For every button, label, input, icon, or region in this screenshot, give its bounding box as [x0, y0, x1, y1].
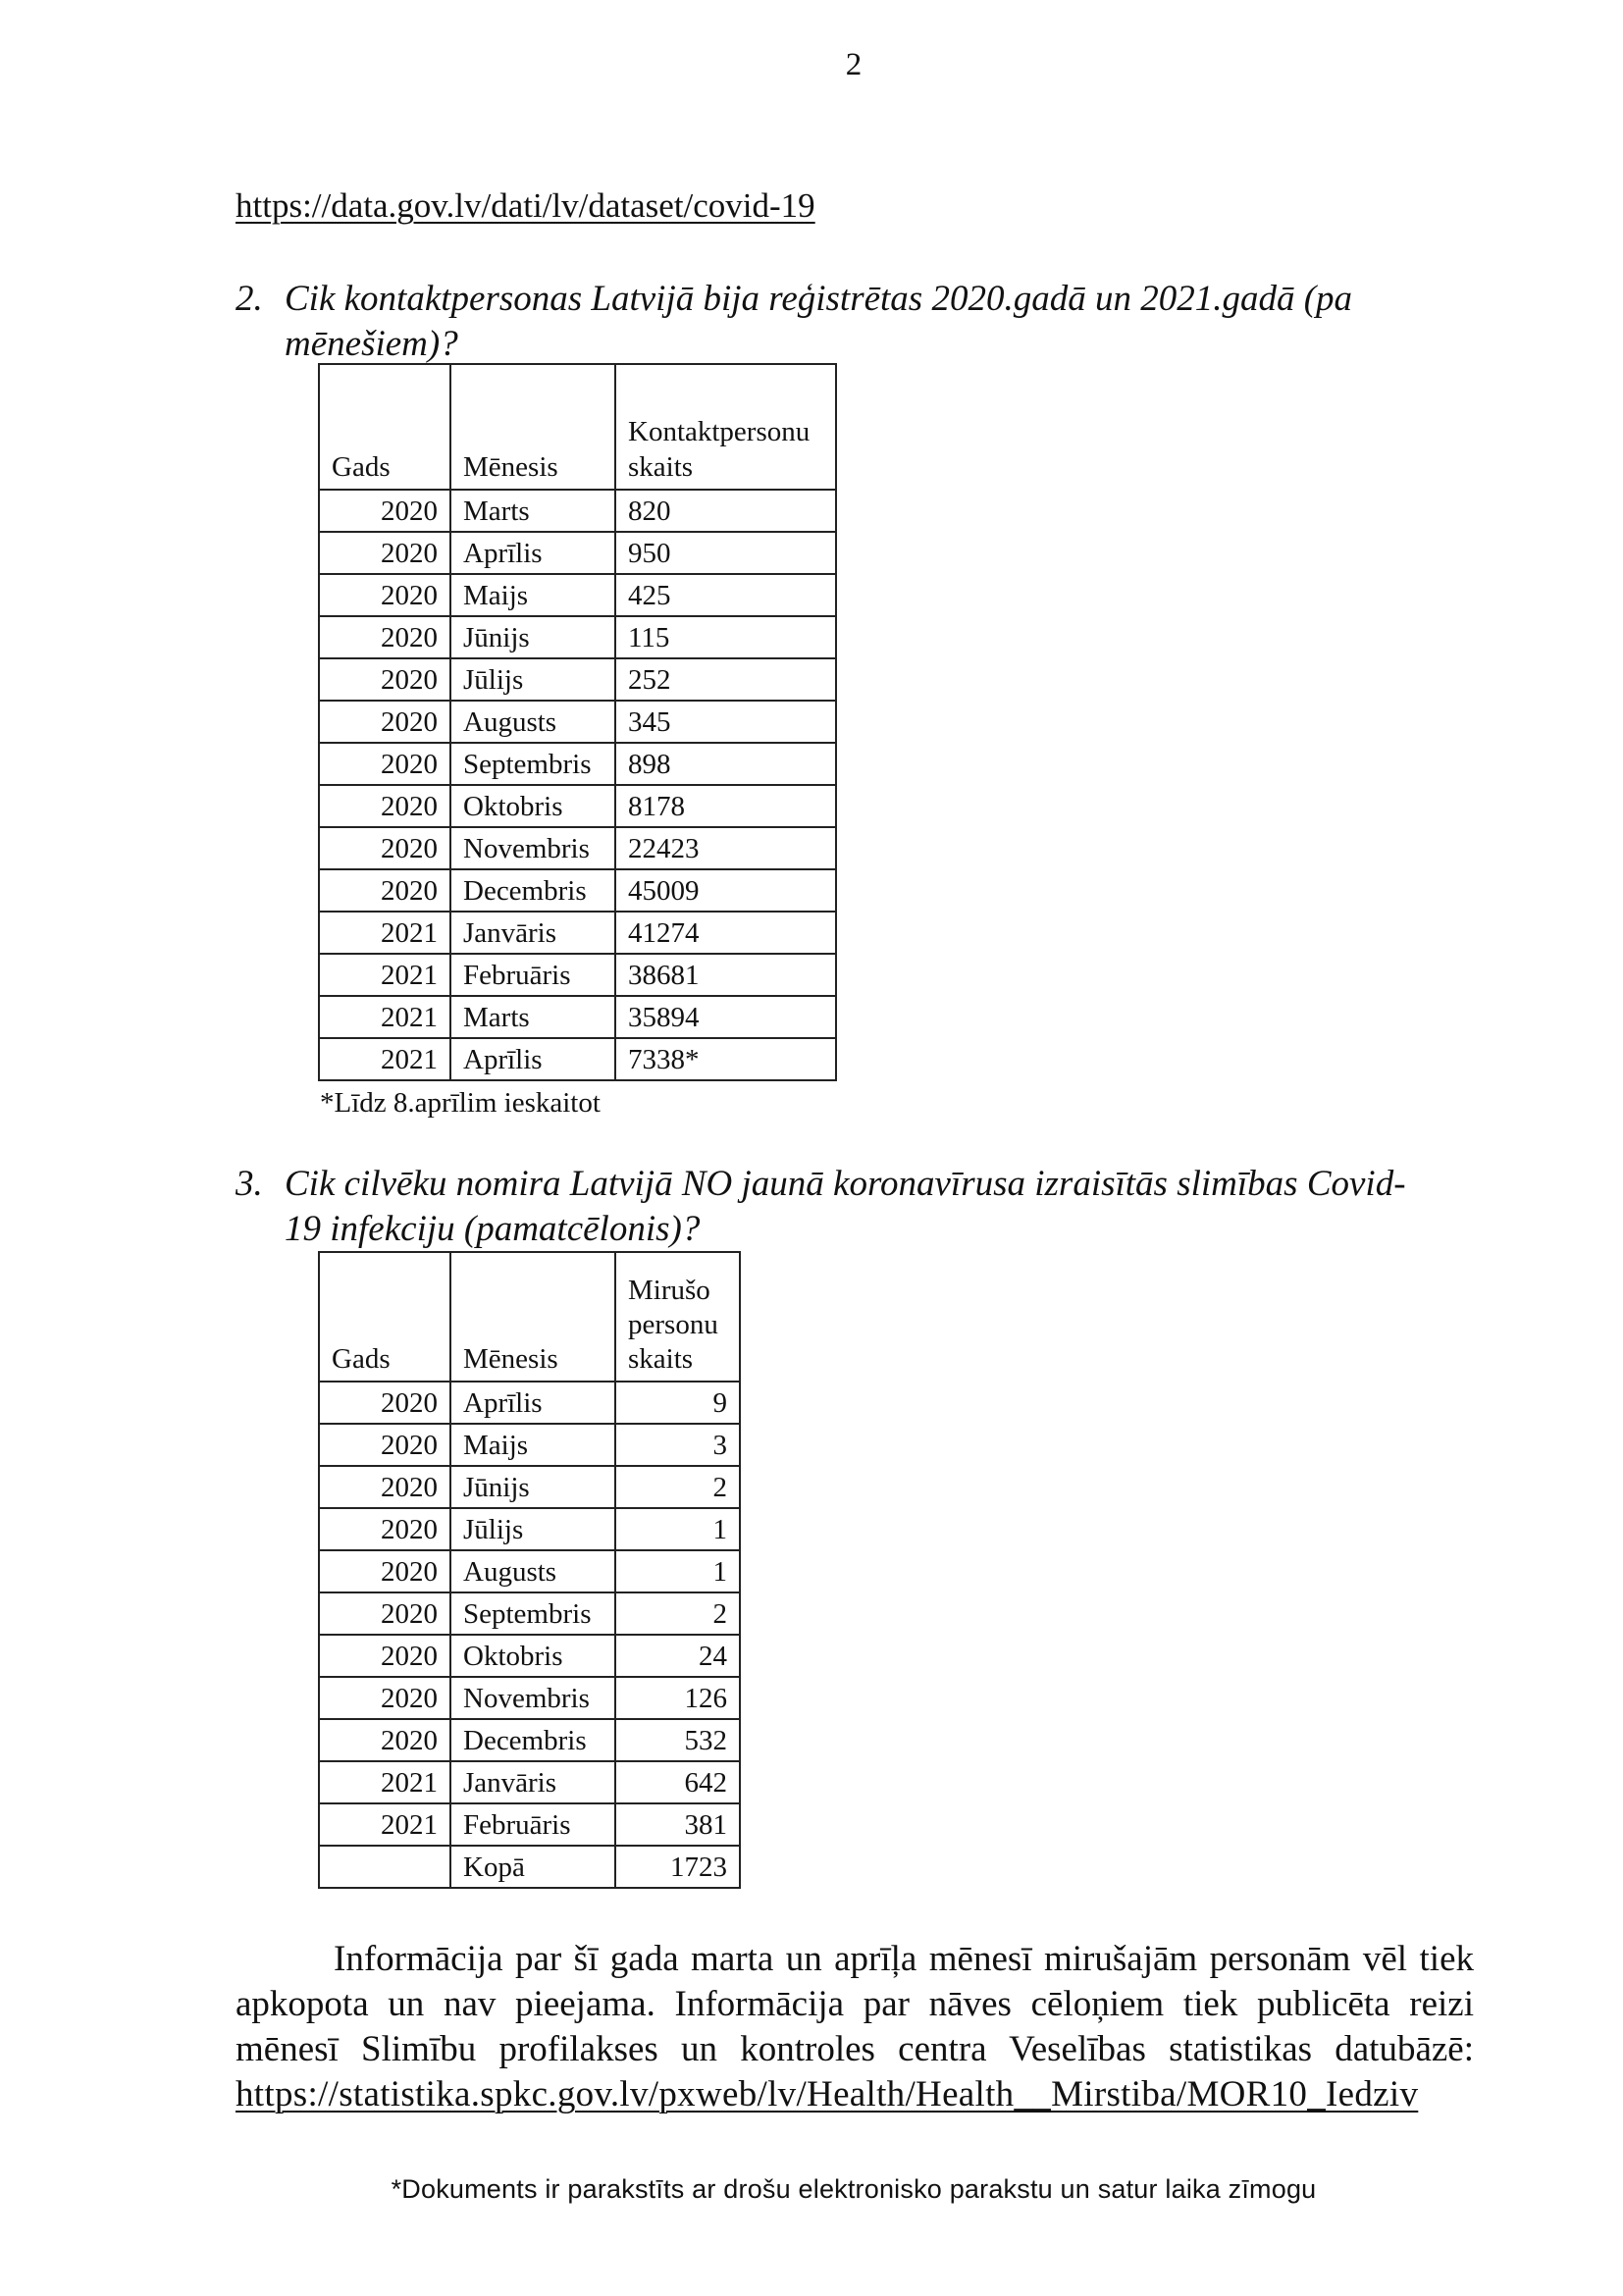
- question-3: [236, 1162, 1474, 1252]
- table-row: [319, 1592, 740, 1635]
- cell-year: 2020: [319, 743, 450, 785]
- table-row: [319, 1635, 740, 1677]
- table-row: [319, 1803, 740, 1846]
- question-2-line1: Cik kontaktpersonas Latvijā bija reģistrētas 2020.gadā un 2021.gadā (pa: [285, 279, 1353, 319]
- header-year: Gads: [319, 364, 450, 490]
- cell-month: Aprīlis: [450, 1038, 615, 1080]
- dataset-link[interactable]: https://data.gov.lv/dati/lv/dataset/covid-19: [236, 186, 815, 225]
- cell-month: Decembris: [450, 869, 615, 912]
- signature-note: *Dokuments ir parakstīts ar drošu elektronisko parakstu un satur laika zīmogu: [391, 2174, 1317, 2204]
- header-month: Mēnesis: [450, 364, 615, 490]
- cell-year: 2020: [319, 490, 450, 532]
- cell-year: 2020: [319, 658, 450, 701]
- table-row: [319, 532, 836, 574]
- table-row: [319, 1677, 740, 1719]
- info-paragraph-text: Informācija par šī gada marta un aprīļa mēnesī mirušajām personām vēl tiek apkopota un nav pieejama. Informācija par nāves cēloņiem tiek publicēta reizi mēnesī Slimību profilakses un kontroles centra Veselības statistikas datubāzē:: [236, 1939, 1474, 2069]
- cell-year: 2020: [319, 1677, 450, 1719]
- cell-count: 24: [615, 1635, 740, 1677]
- cell-count: 8178: [615, 785, 836, 827]
- cell-month: Novembris: [450, 827, 615, 869]
- table-row: [319, 490, 836, 532]
- page-number: 2: [845, 47, 863, 82]
- cell-count: 820: [615, 490, 836, 532]
- cell-year: 2020: [319, 869, 450, 912]
- table-row: [319, 1466, 740, 1508]
- question-3-line1: Cik cilvēku nomira Latvijā NO jaunā koronavīrusa izraisītās slimības Covid-: [285, 1164, 1406, 1204]
- cell-year: 2021: [319, 1803, 450, 1846]
- cell-year: 2020: [319, 1466, 450, 1508]
- table-row: [319, 658, 836, 701]
- cell-count: 252: [615, 658, 836, 701]
- cell-month: Novembris: [450, 1677, 615, 1719]
- table-row: [319, 785, 836, 827]
- cell-count: 35894: [615, 996, 836, 1038]
- cell-year: 2021: [319, 1038, 450, 1080]
- cell-count: 3: [615, 1424, 740, 1466]
- cell-year: 2021: [319, 954, 450, 996]
- cell-count: 2: [615, 1592, 740, 1635]
- cell-year: 2020: [319, 1382, 450, 1424]
- cell-year: 2021: [319, 912, 450, 954]
- table-header-row: [319, 364, 836, 490]
- cell-year: 2021: [319, 996, 450, 1038]
- cell-count: 425: [615, 574, 836, 616]
- question-3-number: 3.: [236, 1164, 263, 1204]
- cell-month: Marts: [450, 490, 615, 532]
- table-row: [319, 701, 836, 743]
- cell-year: 2020: [319, 1424, 450, 1466]
- table-row: [319, 912, 836, 954]
- cell-month: Marts: [450, 996, 615, 1038]
- cell-year: 2021: [319, 1761, 450, 1803]
- cell-month: Maijs: [450, 1424, 615, 1466]
- cell-year: [319, 1846, 450, 1888]
- cell-year: 2020: [319, 1719, 450, 1761]
- cell-count: 950: [615, 532, 836, 574]
- cell-count: 532: [615, 1719, 740, 1761]
- cell-year: 2020: [319, 532, 450, 574]
- cell-month: Aprīlis: [450, 1382, 615, 1424]
- question-2-number: 2.: [236, 279, 263, 319]
- cell-year: 2020: [319, 1508, 450, 1550]
- cell-count: 7338*: [615, 1038, 836, 1080]
- cell-count: 9: [615, 1382, 740, 1424]
- table-row: [319, 1550, 740, 1592]
- table-row: [319, 616, 836, 658]
- question-2-line2: mēnešiem)?: [285, 324, 458, 364]
- cell-month: Februāris: [450, 1803, 615, 1846]
- cell-count: 898: [615, 743, 836, 785]
- header-contacts-count: Kontaktpersonu skaits: [615, 364, 836, 490]
- header-month: Mēnesis: [450, 1252, 615, 1382]
- cell-month: Aprīlis: [450, 532, 615, 574]
- table-row: [319, 743, 836, 785]
- table-row: [319, 1424, 740, 1466]
- cell-count: 1: [615, 1508, 740, 1550]
- cell-month: Septembris: [450, 743, 615, 785]
- cell-count: 1723: [615, 1846, 740, 1888]
- cell-month: Oktobris: [450, 785, 615, 827]
- cell-count: 115: [615, 616, 836, 658]
- cell-count: 1: [615, 1550, 740, 1592]
- cell-count: 642: [615, 1761, 740, 1803]
- cell-month: Augusts: [450, 701, 615, 743]
- table-header-row: [319, 1252, 740, 1382]
- cell-count: 41274: [615, 912, 836, 954]
- table-row: [319, 1508, 740, 1550]
- cell-count: 126: [615, 1677, 740, 1719]
- table-row: [319, 574, 836, 616]
- cell-year: 2020: [319, 701, 450, 743]
- table-row: [319, 1761, 740, 1803]
- cell-count: 45009: [615, 869, 836, 912]
- table-row: [319, 869, 836, 912]
- cell-year: 2020: [319, 574, 450, 616]
- cell-month: Februāris: [450, 954, 615, 996]
- cell-year: 2020: [319, 616, 450, 658]
- header-deaths-count: Mirušo personu skaits: [615, 1252, 740, 1382]
- deaths-table: [318, 1251, 741, 1889]
- table-footnote: *Līdz 8.aprīlim ieskaitot: [320, 1087, 601, 1119]
- question-2: [236, 277, 1474, 367]
- table-row: [319, 1719, 740, 1761]
- cell-year: 2020: [319, 785, 450, 827]
- question-3-line2: 19 infekciju (pamatcēlonis)?: [285, 1209, 701, 1249]
- table-row: [319, 996, 836, 1038]
- cell-count: 22423: [615, 827, 836, 869]
- cell-month: Decembris: [450, 1719, 615, 1761]
- cell-month: Jūlijs: [450, 1508, 615, 1550]
- cell-count: 381: [615, 1803, 740, 1846]
- cell-year: 2020: [319, 1550, 450, 1592]
- table-row: [319, 1038, 836, 1080]
- cell-month: Janvāris: [450, 912, 615, 954]
- cell-month: Kopā: [450, 1846, 615, 1888]
- contacts-table: [318, 363, 837, 1081]
- cell-count: 345: [615, 701, 836, 743]
- cell-month: Septembris: [450, 1592, 615, 1635]
- table-row: [319, 1846, 740, 1888]
- cell-count: 38681: [615, 954, 836, 996]
- cell-month: Jūnijs: [450, 616, 615, 658]
- cell-month: Jūlijs: [450, 658, 615, 701]
- table-row: [319, 827, 836, 869]
- cell-month: Jūnijs: [450, 1466, 615, 1508]
- cell-year: 2020: [319, 827, 450, 869]
- cell-count: 2: [615, 1466, 740, 1508]
- cell-year: 2020: [319, 1592, 450, 1635]
- header-year: Gads: [319, 1252, 450, 1382]
- table-row: [319, 1382, 740, 1424]
- statistics-database-link[interactable]: https://statistika.spkc.gov.lv/pxweb/lv/Health/Health__Mirstiba/MOR10_Iedziv: [236, 2074, 1419, 2114]
- cell-month: Janvāris: [450, 1761, 615, 1803]
- cell-month: Maijs: [450, 574, 615, 616]
- cell-month: Oktobris: [450, 1635, 615, 1677]
- info-paragraph: [236, 1937, 1474, 2117]
- table-row: [319, 954, 836, 996]
- cell-year: 2020: [319, 1635, 450, 1677]
- cell-month: Augusts: [450, 1550, 615, 1592]
